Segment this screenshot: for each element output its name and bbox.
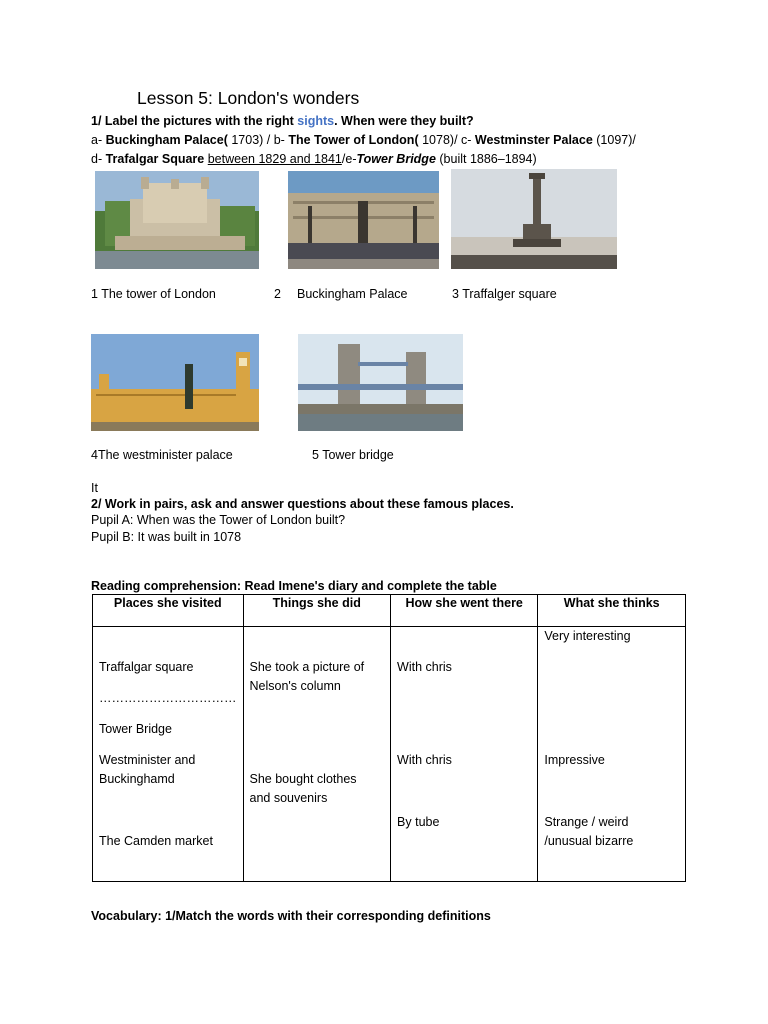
caption-westminster-palace: 4The westminister palace [91,448,233,462]
think-item: Strange / weird [544,815,629,829]
answer-line-a: a- Buckingham Palace( 1703) / b- The Tower of London( 1078)/ c- Westminster Palace (1097)/ [91,133,636,147]
caption-tower-bridge: 5 Tower bridge [312,448,394,462]
pupil-a-line: Pupil A: When was the Tower of London built? [91,513,346,527]
tower-of-london-photo [95,171,259,269]
caption-number-2: 2 [274,287,281,301]
thing-item: and souvenirs [249,791,328,805]
header-places: Places she visited [93,595,244,627]
header-how: How she went there [391,595,538,627]
table-header-row [93,595,686,627]
place-item: Buckinghamd [99,772,175,786]
answer-line-d: d- Trafalgar Square between 1829 and 1841/e-Tower Bridge (built 1886–1894) [91,152,537,166]
question-2: 2/ Work in pairs, ask and answer questions about these famous places. [91,497,514,511]
page-title: Lesson 5: London's wonders [137,88,360,108]
trafalgar-square-photo [451,169,617,269]
vocabulary-heading: Vocabulary: 1/Match the words with their corresponding definitions [91,909,491,923]
tower-bridge-photo [298,334,463,431]
question-1: 1/ Label the pictures with the right sights. When were they built? [91,114,474,128]
thing-item: She took a picture of [249,660,365,674]
caption-tower-of-london: 1 The tower of London [91,287,216,301]
place-item: …………………………… [99,691,237,705]
stray-text: It [91,481,98,495]
how-item: By tube [397,815,440,829]
table-row [93,627,686,882]
thing-item: Nelson's column [249,679,341,693]
place-item: Traffalgar square [99,660,194,674]
place-item: The Camden market [99,834,213,848]
pupil-b-line: Pupil B: It was built in 1078 [91,530,242,544]
place-item: Westminister and [99,753,196,767]
westminster-palace-photo [91,334,259,431]
think-item: Very interesting [544,629,631,643]
how-item: With chris [397,660,452,674]
thing-item: She bought clothes [249,772,357,786]
caption-trafalgar-square: 3 Traffalger square [452,287,557,301]
cell-how [391,627,538,882]
cell-things [243,627,391,882]
think-item: Impressive [544,753,605,767]
header-thinks: What she thinks [538,595,686,627]
cell-thinks [538,627,686,882]
cell-places [93,627,244,882]
buckingham-palace-photo [288,171,439,269]
diary-table [92,594,686,882]
caption-buckingham-palace: Buckingham Palace [297,287,408,301]
header-things: Things she did [243,595,391,627]
place-item: Tower Bridge [99,722,172,736]
reading-heading: Reading comprehension: Read Imene's diary and complete the table [91,579,497,593]
how-item: With chris [397,753,452,767]
think-item: /unusual bizarre [544,834,634,848]
